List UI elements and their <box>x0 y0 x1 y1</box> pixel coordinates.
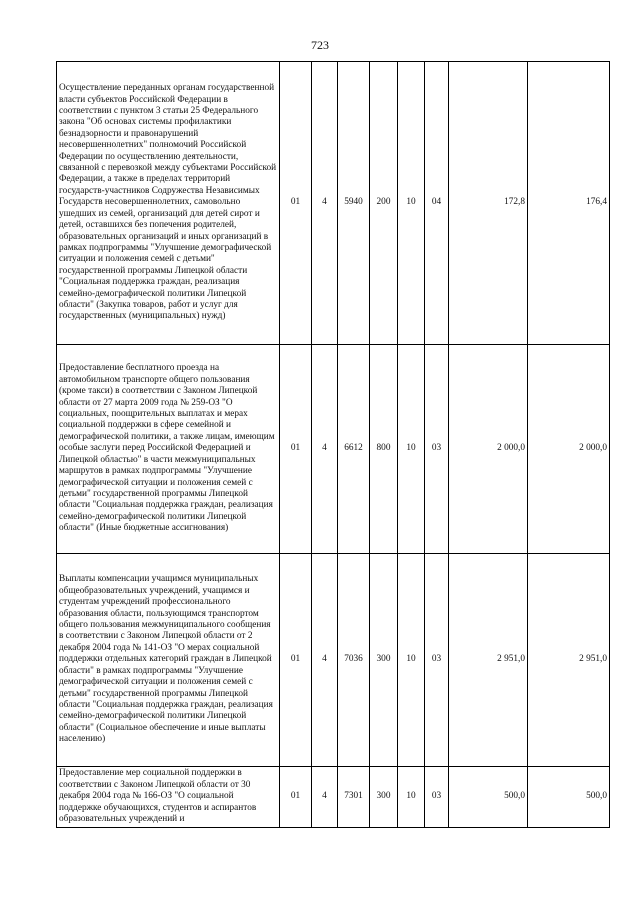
program-code: 01 <box>280 554 312 767</box>
direction-code: 6612 <box>338 345 370 554</box>
amount-year-1: 2 000,0 <box>449 345 528 554</box>
page-number: 723 <box>311 38 329 52</box>
row-description: Осуществление переданных органам государственной власти субъектов Российской Федерации в соответствии с пунктом 3 статьи 25 Федерального закона "Об основах системы профилактики безнадзорности и правонарушений несовершеннолетних" полномочий Российской Федерации по осуществлению деятельности, связанной с перевозкой между субъектами Российской Федерации, а также в пределах территорий государств-участников Содружества Независимых Государств несовершеннолетних, самовольно ушедших из семей, организаций для детей сирот и детей, оставшихся без попечения родителей, образовательных организаций и иных организаций в рамках подпрограммы "Улучшение демографической ситуации и положения семей с детьми" государственной программы Липецкой области "Социальная поддержка граждан, реализация семейно-демографической политики Липецкой области" (Закупка товаров, работ и услуг для государственных (муниципальных) нужд) <box>57 62 280 345</box>
expense-type-code: 300 <box>370 554 398 767</box>
table-row <box>57 345 610 554</box>
amount-year-2: 500,0 <box>528 767 610 828</box>
subsection-code: 03 <box>425 554 449 767</box>
amount-year-1: 500,0 <box>449 767 528 828</box>
section-code: 10 <box>398 554 425 767</box>
expense-type-code: 200 <box>370 62 398 345</box>
subprogram-code: 4 <box>312 345 338 554</box>
program-code: 01 <box>280 62 312 345</box>
expense-type-code: 800 <box>370 345 398 554</box>
amount-year-1: 2 951,0 <box>449 554 528 767</box>
subsection-code: 04 <box>425 62 449 345</box>
budget-table <box>56 61 610 828</box>
amount-year-2: 2 951,0 <box>528 554 610 767</box>
amount-year-2: 176,4 <box>528 62 610 345</box>
table-row <box>57 767 610 828</box>
subprogram-code: 4 <box>312 554 338 767</box>
row-description: Предоставление бесплатного проезда на автомобильном транспорте общего пользования (кроме такси) в соответствии с Законом Липецкой области от 27 марта 2009 года № 259-ОЗ "О социальных, поощрительных выплатах и мерах социальной поддержки в сфере семейной и демографической политики, а также лицам, имеющим особые заслуги перед Российской Федерацией и Липецкой областью" в части межмуниципальных маршрутов в рамках подпрограммы "Улучшение демографической ситуации и положения семей с детьми" государственной программы Липецкой области "Социальная поддержка граждан, реализация семейно-демографической политики Липецкой области" (Иные бюджетные ассигнования) <box>57 345 280 554</box>
direction-code: 7301 <box>338 767 370 828</box>
section-code: 10 <box>398 767 425 828</box>
program-code: 01 <box>280 345 312 554</box>
subprogram-code: 4 <box>312 767 338 828</box>
direction-code: 7036 <box>338 554 370 767</box>
subsection-code: 03 <box>425 345 449 554</box>
program-code: 01 <box>280 767 312 828</box>
direction-code: 5940 <box>338 62 370 345</box>
amount-year-1: 172,8 <box>449 62 528 345</box>
expense-type-code: 300 <box>370 767 398 828</box>
row-description: Выплаты компенсации учащимся муниципальных общеобразовательных учреждений, учащимся и студентам учреждений профессионального образования области, пользующимся транспортом общего пользования межмуниципального сообщения в соответствии с Законом Липецкой области от 2 декабря 2004 года № 141-ОЗ "О мерах социальной поддержки отдельных категорий граждан в Липецкой области" в рамках подпрограммы "Улучшение демографической ситуации и положения семей с детьми" государственной программы Липецкой области "Социальная поддержка граждан, реализация семейно-демографической политики Липецкой области" (Социальное обеспечение и иные выплаты населению) <box>57 554 280 767</box>
section-code: 10 <box>398 345 425 554</box>
subsection-code: 03 <box>425 767 449 828</box>
table-row <box>57 62 610 345</box>
amount-year-2: 2 000,0 <box>528 345 610 554</box>
section-code: 10 <box>398 62 425 345</box>
table-row <box>57 554 610 767</box>
subprogram-code: 4 <box>312 62 338 345</box>
row-description: Предоставление мер социальной поддержки в соответствии с Законом Липецкой области от 30 декабря 2004 года № 166-ОЗ "О социальной поддержке обучающихся, студентов и аспирантов образовательных учреждений и <box>57 767 280 828</box>
